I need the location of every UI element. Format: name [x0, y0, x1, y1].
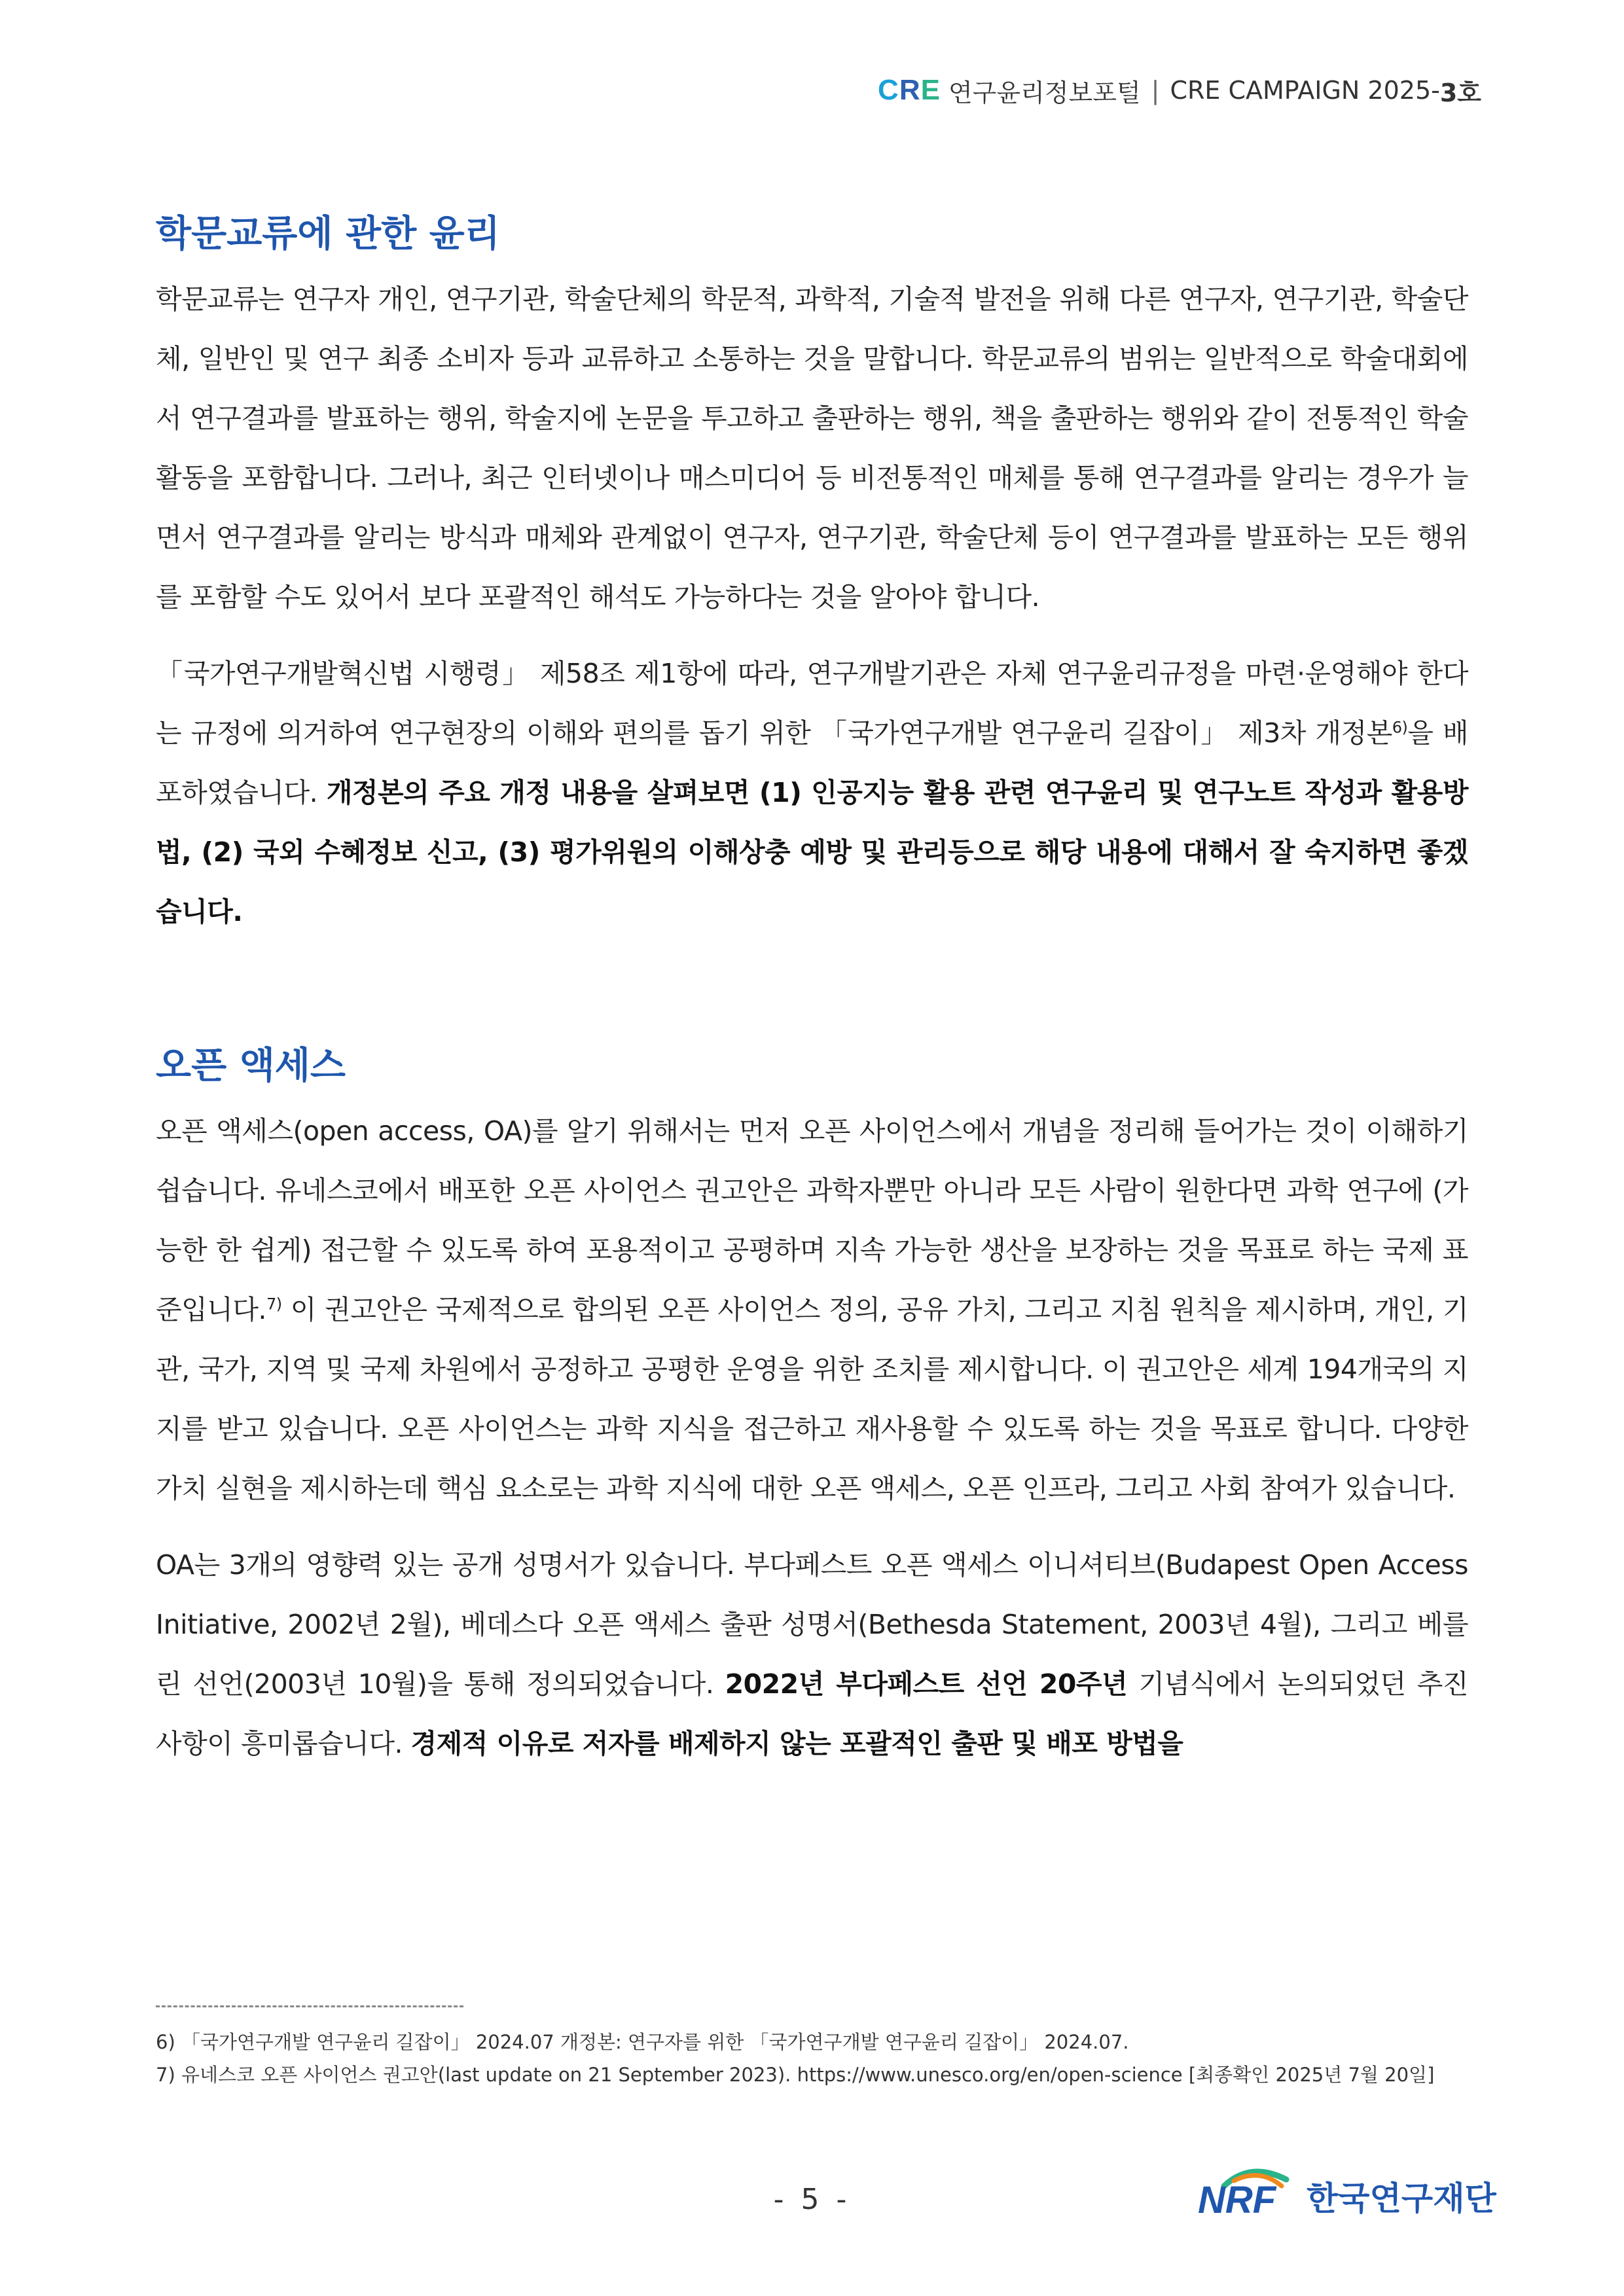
- header-separator: |: [1151, 76, 1160, 105]
- para-text: 을 배포하였습니다.: [156, 717, 1468, 808]
- open-access-paragraph-1: [156, 1102, 1468, 1518]
- para-text: 기념식에서 논의되었던 추진 사항이 흥미롭습니다.: [156, 1668, 1468, 1759]
- footnote-7: 7) 유네스코 오픈 사이언스 권고안(last update on 21 September 2023). https://www.unesco.org/en/open-science [최종확인 2025년 7월 20일]: [156, 2064, 1435, 2086]
- open-access-paragraph-2: [156, 1535, 1468, 1774]
- footnotes: [156, 2026, 1468, 2091]
- cre-logo: CRE: [878, 74, 941, 106]
- nrf-logo: [1198, 2166, 1496, 2225]
- emphasis-text: 경제적 이유로 저자를 배제하지 않는 포괄적인 출판 및 배포 방법을: [410, 1728, 1183, 1759]
- nrf-name: 한국연구재단: [1307, 2179, 1496, 2217]
- section-title-open-access: 오픈 액세스: [156, 1045, 346, 1087]
- academic-exchange-paragraph-2: [156, 644, 1468, 942]
- footnote-divider: [156, 2005, 463, 2007]
- emphasis-text: 2022년 부다페스트 선언 20주년: [725, 1668, 1128, 1700]
- nrf-mark-icon: [1198, 2166, 1296, 2225]
- campaign-label: CRE CAMPAIGN 2025-: [1170, 76, 1440, 105]
- emphasis-text: 개정본의 주요 개정 내용을 살펴보면 (1) 인공지능 활용 관련 연구윤리 및 연구노트 작성과 활용방법, (2) 국외 수혜정보 신고, (3) 평가위원의 이해상충 예방 및 관리등으로 해당 내용에 대해서 잘 숙지하면 좋겠습니다.: [156, 777, 1468, 927]
- section-title-academic-exchange: 학문교류에 관한 윤리: [156, 213, 500, 255]
- footnote-ref-7[interactable]: 7): [266, 1295, 282, 1314]
- para-text: 이 권고안은 국제적으로 합의된 오픈 사이언스 정의, 공유 가치, 그리고 지침 원칙을 제시하며, 개인, 기관, 국가, 지역 및 국제 차원에서 공정하고 공평한 운영을 위한 조치를 제시합니다. 이 권고안은 세계 194개국의 지지를 받고 있습니다. 오픈 사이언스는 과학 지식을 접근하고 재사용할 수 있도록 하는 것을 목표로 합니다. 다양한 가치 실현을 제시하는데 핵심 요소로는 과학 지식에 대한 오픈 액세스, 오픈 인프라, 그리고 사회 참여가 있습니다.: [156, 1294, 1468, 1504]
- page-header: [878, 71, 1481, 110]
- para-text: 오픈 액세스(open access, OA)를 알기 위해서는 먼저 오픈 사이언스에서 개념을 정리해 들어가는 것이 이해하기 쉽습니다. 유네스코에서 배포한 오픈 사이언스 권고안은 과학자뿐만 아니라 모든 사람이 원한다면 과학 연구에 (가능한 한 쉽게) 접근할 수 있도록 하여 포용적이고 공평하며 지속 가능한 생산을 보장하는 것을 목표로 하는 국제 표준입니다.: [156, 1115, 1468, 1325]
- main-content: [156, 208, 1468, 1774]
- footnote-6: 6) 「국가연구개발 연구윤리 길잡이」 2024.07 개정본: 연구자를 위한 「국가연구개발 연구윤리 길잡이」 2024.07.: [156, 2031, 1129, 2053]
- issue-number: 3호: [1439, 78, 1481, 107]
- academic-exchange-paragraph-1: 학문교류는 연구자 개인, 연구기관, 학술단체의 학문적, 과학적, 기술적 발전을 위해 다른 연구자, 연구기관, 학술단체, 일반인 및 연구 최종 소비자 등과 교류하고 소통하는 것을 말합니다. 학문교류의 범위는 일반적으로 학술대회에서 연구결과를 발표하는 행위, 학술지에 논문을 투고하고 출판하는 행위, 책을 출판하는 행위와 같이 전통적인 학술활동을 포함합니다. 그러나, 최근 인터넷이나 매스미디어 등 비전통적인 매체를 통해 연구결과를 알리는 경우가 늘면서 연구결과를 알리는 방식과 매체와 관계없이 연구자, 연구기관, 학술단체 등이 연구결과를 발표하는 모든 행위를 포함할 수도 있어서 보다 포괄적인 해석도 가능하다는 것을 알아야 합니다.: [156, 283, 1468, 613]
- para-text: OA는 3개의 영향력 있는 공개 성명서가 있습니다. 부다페스트 오픈 액세스 이니셔티브(Budapest Open Access Initiative, 2002년 2월), 베데스다 오픈 액세스 출판 성명서(Bethesda Statement, 2003년 4월), 그리고 베를린 선언(2003년 10월)을 통해 정의되었습니다.: [156, 1549, 1468, 1700]
- portal-name: 연구윤리정보포털: [948, 78, 1141, 107]
- para-text: 「국가연구개발혁신법 시행령」 제58조 제1항에 따라, 연구개발기관은 자체 연구윤리규정을 마련·운영해야 한다는 규정에 의거하여 연구현장의 이해와 편의를 돕기 위한 「국가연구개발 연구윤리 길잡이」 제3차 개정본: [156, 658, 1468, 749]
- nrf-mark-text: NRF: [1198, 2179, 1276, 2221]
- footnote-ref-6[interactable]: 6): [1392, 718, 1408, 737]
- page-number: - 5 -: [773, 2183, 851, 2216]
